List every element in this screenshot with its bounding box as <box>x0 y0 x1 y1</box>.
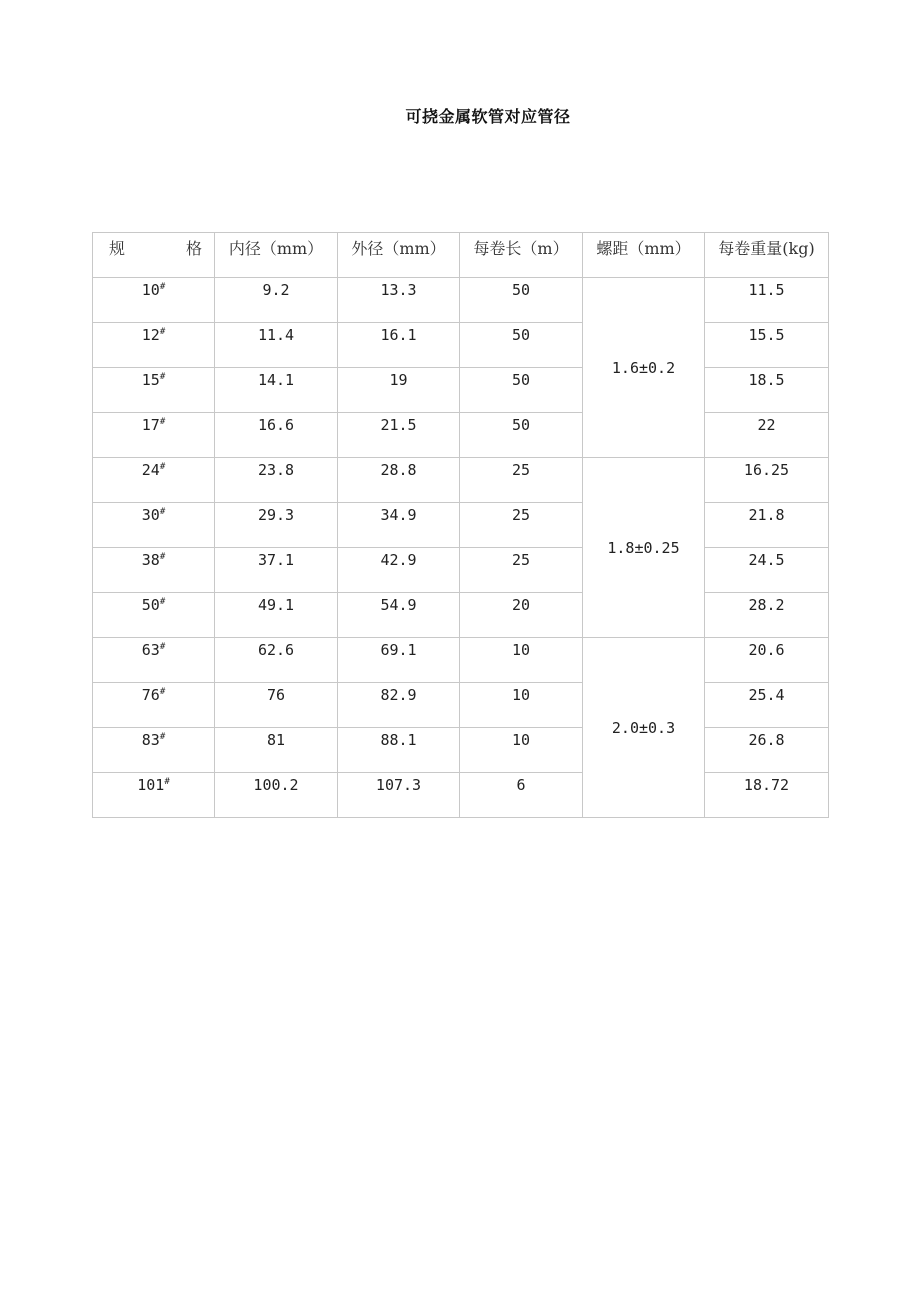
cell-pitch: 2.0±0.3 <box>583 638 705 818</box>
cell-inner-diameter: 23.8 <box>215 458 338 503</box>
cell-length-per-roll: 25 <box>460 458 583 503</box>
cell-size <box>93 683 215 728</box>
size-value: 50 <box>141 596 160 614</box>
size-value: 12 <box>141 326 160 344</box>
cell-size <box>93 593 215 638</box>
cell-length-per-roll: 25 <box>460 503 583 548</box>
cell-weight-per-roll: 11.5 <box>705 278 829 323</box>
cell-pitch: 1.6±0.2 <box>583 278 705 458</box>
table-row <box>93 458 829 503</box>
cell-size <box>93 503 215 548</box>
size-value: 38 <box>141 551 160 569</box>
cell-size <box>93 413 215 458</box>
cell-inner-diameter: 29.3 <box>215 503 338 548</box>
cell-weight-per-roll: 25.4 <box>705 683 829 728</box>
cell-inner-diameter: 49.1 <box>215 593 338 638</box>
cell-outer-diameter: 13.3 <box>338 278 460 323</box>
size-mark: # <box>159 732 166 742</box>
table-row <box>93 593 829 638</box>
cell-length-per-roll: 10 <box>460 728 583 773</box>
cell-inner-diameter: 16.6 <box>215 413 338 458</box>
cell-weight-per-roll: 28.2 <box>705 593 829 638</box>
size-mark: # <box>159 462 166 472</box>
size-mark: # <box>159 552 166 562</box>
size-value: 24 <box>141 461 160 479</box>
cell-length-per-roll: 50 <box>460 278 583 323</box>
size-mark: # <box>159 507 166 517</box>
cell-size <box>93 728 215 773</box>
table-row <box>93 503 829 548</box>
cell-weight-per-roll: 16.25 <box>705 458 829 503</box>
cell-weight-per-roll: 18.5 <box>705 368 829 413</box>
cell-inner-diameter: 62.6 <box>215 638 338 683</box>
cell-outer-diameter: 88.1 <box>338 728 460 773</box>
cell-outer-diameter: 69.1 <box>338 638 460 683</box>
cell-length-per-roll: 50 <box>460 368 583 413</box>
cell-size <box>93 458 215 503</box>
cell-length-per-roll: 25 <box>460 548 583 593</box>
size-mark: # <box>159 687 166 697</box>
header-spec-left: 规 <box>109 239 126 258</box>
cell-length-per-roll: 20 <box>460 593 583 638</box>
cell-length-per-roll: 50 <box>460 323 583 368</box>
cell-size <box>93 278 215 323</box>
cell-outer-diameter: 34.9 <box>338 503 460 548</box>
table-row <box>93 728 829 773</box>
cell-inner-diameter: 37.1 <box>215 548 338 593</box>
size-mark: # <box>159 417 166 427</box>
cell-pitch: 1.8±0.25 <box>583 458 705 638</box>
header-weight-per-roll: 每卷重量(kg) <box>705 233 829 278</box>
table-header-row <box>93 233 829 278</box>
cell-inner-diameter: 81 <box>215 728 338 773</box>
cell-length-per-roll: 10 <box>460 638 583 683</box>
size-value: 30 <box>141 506 160 524</box>
size-mark: # <box>159 372 166 382</box>
table-row <box>93 323 829 368</box>
header-outer-diameter: 外径（mm） <box>338 233 460 278</box>
cell-weight-per-roll: 26.8 <box>705 728 829 773</box>
size-mark: # <box>164 777 170 787</box>
table-row <box>93 773 829 818</box>
cell-size <box>93 548 215 593</box>
spec-table <box>92 232 829 818</box>
size-mark: # <box>159 282 166 292</box>
size-value: 10 <box>141 281 160 299</box>
size-value: 15 <box>141 371 160 389</box>
cell-size <box>93 368 215 413</box>
cell-inner-diameter: 9.2 <box>215 278 338 323</box>
size-value: 63 <box>141 641 160 659</box>
cell-inner-diameter: 76 <box>215 683 338 728</box>
size-mark: # <box>159 327 166 337</box>
cell-weight-per-roll: 20.6 <box>705 638 829 683</box>
size-value: 76 <box>141 686 160 704</box>
table-row <box>93 413 829 458</box>
cell-outer-diameter: 16.1 <box>338 323 460 368</box>
cell-weight-per-roll: 18.72 <box>705 773 829 818</box>
header-inner-diameter: 内径（mm） <box>215 233 338 278</box>
cell-weight-per-roll: 22 <box>705 413 829 458</box>
cell-outer-diameter: 54.9 <box>338 593 460 638</box>
header-spec <box>93 233 215 278</box>
table-row <box>93 278 829 323</box>
table-row <box>93 638 829 683</box>
size-mark: # <box>159 597 166 607</box>
table-row <box>93 548 829 593</box>
size-value: 83 <box>141 731 160 749</box>
size-value: 17 <box>141 416 160 434</box>
header-pitch: 螺距（mm） <box>583 233 705 278</box>
cell-inner-diameter: 14.1 <box>215 368 338 413</box>
size-mark: # <box>159 642 166 652</box>
header-length-per-roll: 每卷长（m） <box>460 233 583 278</box>
cell-outer-diameter: 107.3 <box>338 773 460 818</box>
cell-outer-diameter: 82.9 <box>338 683 460 728</box>
cell-weight-per-roll: 21.8 <box>705 503 829 548</box>
document-title: 可挠金属软管对应管径 <box>405 107 571 126</box>
table-row <box>93 683 829 728</box>
table-body <box>93 278 829 818</box>
cell-length-per-roll: 10 <box>460 683 583 728</box>
size-value: 101 <box>137 776 165 794</box>
cell-size <box>93 638 215 683</box>
cell-weight-per-roll: 24.5 <box>705 548 829 593</box>
table-row <box>93 368 829 413</box>
cell-inner-diameter: 100.2 <box>215 773 338 818</box>
cell-outer-diameter: 42.9 <box>338 548 460 593</box>
cell-size <box>93 323 215 368</box>
cell-length-per-roll: 50 <box>460 413 583 458</box>
cell-inner-diameter: 11.4 <box>215 323 338 368</box>
cell-size <box>93 773 215 818</box>
header-spec-right: 格 <box>185 239 202 258</box>
cell-outer-diameter: 28.8 <box>338 458 460 503</box>
cell-weight-per-roll: 15.5 <box>705 323 829 368</box>
cell-outer-diameter: 19 <box>338 368 460 413</box>
cell-length-per-roll: 6 <box>460 773 583 818</box>
cell-outer-diameter: 21.5 <box>338 413 460 458</box>
